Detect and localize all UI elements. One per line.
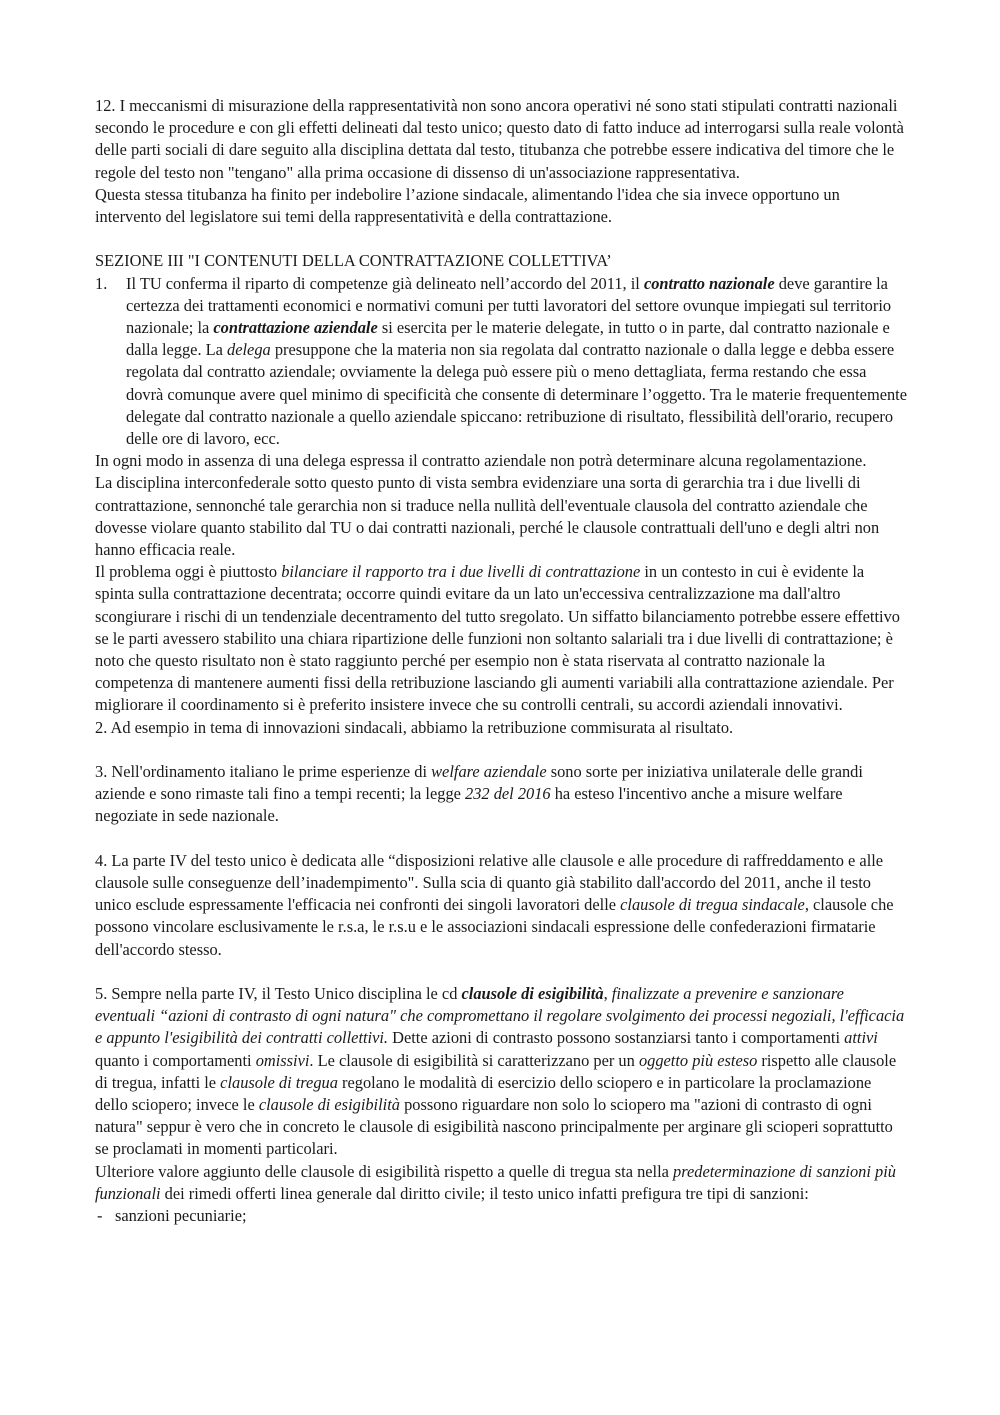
term-welfare-aziendale: welfare aziendale [431, 762, 547, 782]
term-contrattazione-aziendale: contrattazione aziendale [213, 318, 378, 338]
term-oggetto-esteso: oggetto più esteso [638, 1050, 758, 1070]
term-omissivi: omissivi [255, 1050, 310, 1070]
term-clausole-di-tregua: clausole di tregua [220, 1072, 338, 1092]
term-clausole-tregua: clausole di tregua sindacale [620, 895, 805, 915]
paragraph-12: 12. I meccanismi di misurazione della rappresentatività non sono ancora operativi né sono stati stipulati contratti nazionali secondo le procedure e con gli effetti delineati dal testo unico; questo dato di fatto induce ad interrogarsi sulla reale volontà delle parti sociali di dare seguito alla disciplina dettata dal testo, titubanza che potrebbe essere indicativa del timore che le regole del testo non "tengano" alla prima occasione di dissenso di un'associazione rappresentativa. [95, 96, 904, 182]
spacer [95, 228, 907, 250]
term-delega: delega [227, 340, 271, 360]
term-bilanciare: bilanciare il rapporto tra i due livelli di contrattazione [281, 562, 641, 582]
term-contratto-nazionale: contratto nazionale [643, 273, 775, 293]
spacer [95, 961, 907, 983]
paragraph-12-continued: Questa stessa titubanza ha finito per indebolire l’azione sindacale, alimentando l'idea che sia invece opportuno un intervento del legislatore sui temi della rappresentatività e della contrattazione. [95, 184, 840, 227]
spacer [95, 828, 907, 850]
paragraph-problema: Il problema oggi è piuttosto bilanciare il rapporto tra i due livelli di contrattazione in un contesto in cui è evidente la spinta sulla contrattazione decentrata; occorre quindi evitare da un lato un'eccessiva centralizzazione ma dall'altro scongiurare i rischi di un tendenziale decentramento del tutto sregolato. Un siffatto bilanciamento potrebbe essere effettivo se le parti avessero stabilito una chiara ripartizione delle funzioni non soltanto salariali tra i due livelli di contrattazione; è noto che questo risultato non è stato raggiunto perché per esempio non è stata riservata al contratto nazionale la competenza di mantenere aumenti fissi della retribuzione lasciando gli aumenti variabili alla contrattazione aziendale. Per migliorare il coordinamento si è preferito insistere invece che su controlli centrali, su accordi aziendali innovativi. [95, 562, 900, 715]
paragraph-delega: In ogni modo in assenza di una delega espressa il contratto aziendale non potrà determinare alcuna regolamentazione. [95, 451, 867, 471]
list-item [95, 1205, 907, 1227]
term-attivi: attivi [844, 1028, 878, 1048]
list-number: 1. [95, 273, 108, 293]
term-clausole-di-esigibilita: clausole di esigibilità [258, 1095, 400, 1115]
term-predeterminazione: predeterminazione di sanzioni più funzionali [95, 1161, 896, 1203]
italic-finalizzate: finalizzate a prevenire e sanzionare eventuali “azioni di contrasto di ogni natura" che compromettano il regolare svolgimento dei processi negoziali, l'efficacia e appunto l'esigibilità dei contratti collettivi. [95, 984, 905, 1048]
document-page [95, 95, 907, 1227]
section-title: SEZIONE III "I CONTENUTI DELLA CONTRATTAZIONE COLLETTIVA’ [95, 251, 612, 271]
paragraph-5-continued: Ulteriore valore aggiunto delle clausole di esigibilità rispetto a quelle di tregua sta nella predeterminazione di sanzioni più funzionali dei rimedi offerti linea generale dal diritto civile; il testo unico infatti prefigura tre tipi di sanzioni: [95, 1161, 896, 1203]
spacer [95, 739, 907, 761]
paragraph-4: 4. La parte IV del testo unico è dedicata alle “disposizioni relative alle clausole e alle procedure di raffreddamento e alle clausole sulle conseguenze dell’inadempimento". Sulla scia di quanto già stabilito dall'accordo del 2011, anche il testo unico esclude espressamente l'efficacia nei confronti dei singoli lavoratori delle clausole di tregua sindacale, clausole che possono vincolare esclusivamente le r.s.a, le r.s.u e le associazioni sindacali espressione delle confederazioni firmatarie dell'accordo stesso. [95, 850, 894, 959]
list-item-1: 1. Il TU conferma il riparto di competenze già delineato nell’accordo del 2011, il contratto nazionale deve garantire la certezza dei trattamenti economici e normativi comuni per tutti lavoratori del settore ovunque impiegati sul territorio nazionale; la contrattazione aziendale si esercita per le materie delegate, in tutto o in parte, dal contratto nazionale e dalla legge. La delega presuppone che la materia non sia regolata dal contratto nazionale o dalla legge e debba essere regolata dal contratto aziendale; ovviamente la delega può essere più o meno dettagliata, ferma restando che essa dovrà comunque avere quel minimo di specificità che consente di determinare l’oggetto. Tra le materie frequentemente delegate dal contratto nazionale a quello aziendale spiccano: retribuzione di risultato, flessibilità dell'orario, recupero delle ore di lavoro, ecc. [95, 273, 907, 449]
paragraph-gerarchia: La disciplina interconfederale sotto questo punto di vista sembra evidenziare una sorta di gerarchia tra i due livelli di contrattazione, sennonché tale gerarchia non si traduce nella nullità dell'eventuale clausola del contratto aziendale che dovesse violare quanto stabilito dal TU o dai contratti nazionali, perché le clausole contrattuali dell'uno e degli altri non hanno efficacia reale. [95, 473, 880, 560]
list-item-text: sanzioni pecuniarie; [115, 1206, 247, 1226]
paragraph-3: 3. Nell'ordinamento italiano le prime esperienze di welfare aziendale sono sorte per iniziativa unilaterale delle grandi aziende e sono rimaste tali fino a tempi recenti; la legge 232 del 2016 ha esteso l'incentivo anche a misure welfare negoziate in sede nazionale. [95, 762, 863, 826]
term-clausole-esigibilita: clausole di esigibilità [461, 984, 604, 1004]
term-legge-232: 232 del 2016 [465, 784, 551, 804]
paragraph-5: 5. Sempre nella parte IV, il Testo Unico disciplina le cd clausole di esigibilità, finalizzate a prevenire e sanzionare eventuali “azioni di contrasto di ogni natura" che compromettano il regolare svolgimento dei processi negoziali, l'efficacia e appunto l'esigibilità dei contratti collettivi. Dette azioni di contrasto possono sostanziarsi tanto i comportamenti attivi quanto i comportamenti omissivi. Le clausole di esigibilità si caratterizzano per un oggetto più esteso rispetto alle clausole di tregua, infatti le clausole di tregua regolano le modalità di esercizio dello sciopero e in particolare la proclamazione dello sciopero; invece le clausole di esigibilità possono riguardare non solo lo sciopero ma "azioni di contrasto di ogni natura" seppur è vero che in concreto le clausole di esigibilità nascono principalmente per arginare gli scioperi soprattutto se proclamati in momenti particolari. [95, 984, 905, 1159]
paragraph-2: 2. Ad esempio in tema di innovazioni sindacali, abbiamo la retribuzione commisurata al risultato. [95, 717, 734, 737]
dash-bullet: - [97, 1206, 103, 1226]
